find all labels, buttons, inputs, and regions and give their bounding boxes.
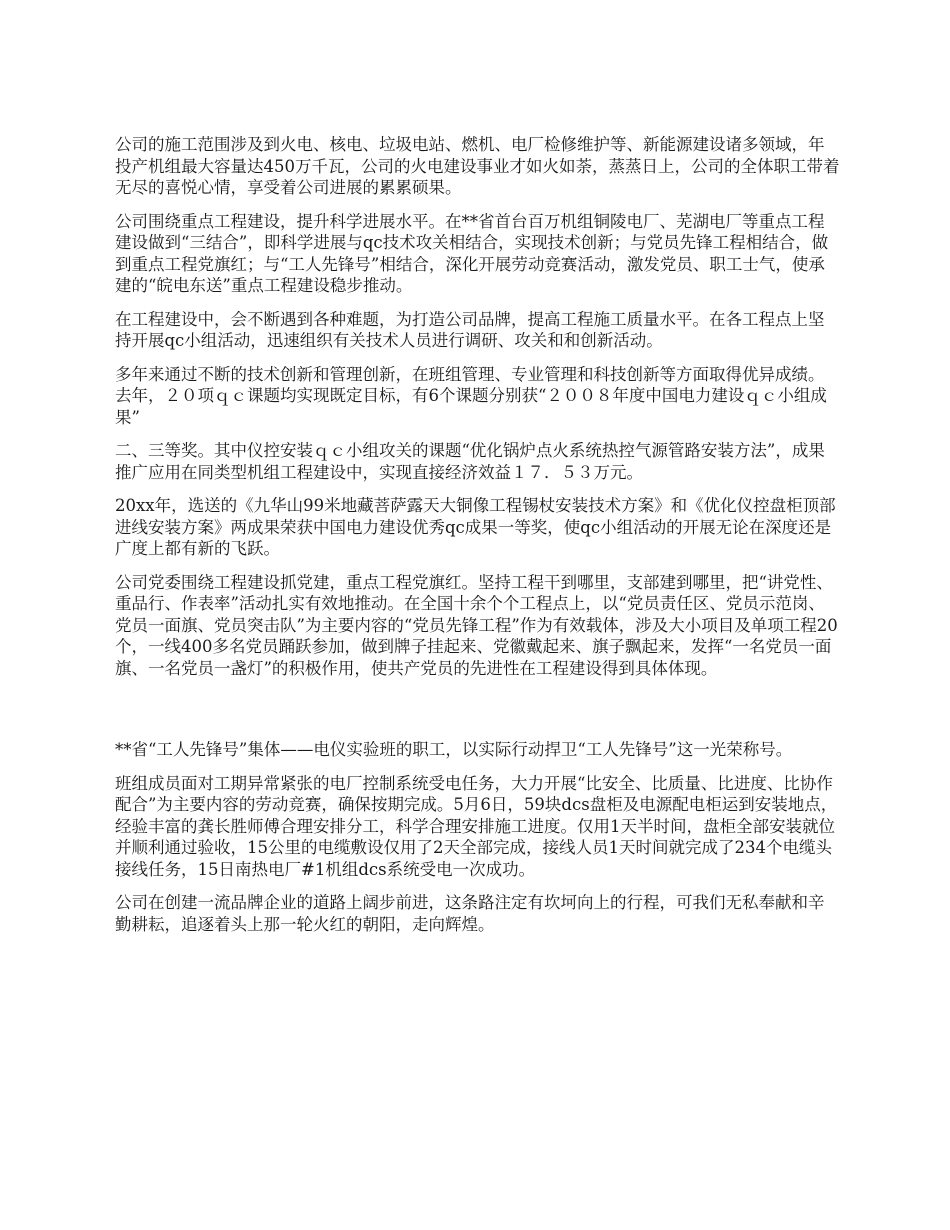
document-page — [115, 134, 840, 947]
paragraph-party-building: 公司党委围绕工程建设抓党建，重点工程党旗红。坚持工程干到哪里，支部建到哪里，把“讲党性、重品行、作表率”活动扎实有效地推动。在全国十余个个工程点上，以“党员责任区、党员示范岗、党员一面旗、党员突击队”为主要内容的“党员先锋工程”作为有效载体，涉及大小项目及单项工程20个，一线400多名党员踊跃参加，做到牌子挂起来、党徽戴起来、旗子飘起来，发挥“一名党员一面旗、一名党员一盏灯”的积极作用，使共产党员的先进性在工程建设得到具体体现。 — [115, 572, 838, 678]
paragraph-qc-activities: 在工程建设中，会不断遇到各种难题，为打造公司品牌，提高工程施工质量水平。在各工程点上坚持开展qc小组活动，迅速组织有关技术人员进行调研、攻关和和创新活动。 — [115, 309, 825, 350]
paragraph-closing: 公司在创建一流品牌企业的道路上阔步前进，这条路注定有坎坷向上的行程，可我们无私奉献和辛勤耕耘，追逐着头上那一轮火红的朝阳，走向辉煌。 — [115, 893, 825, 934]
paragraph-labor-competition: 班组成员面对工期异常紧张的电厂控制系统受电任务，大力开展“比安全、比质量、比进度、比协作配合”为主要内容的劳动竞赛，确保按期完成。5月6日，59块dcs盘柜及电源配电柜运到安装地点，经验丰富的龚长胜师傅合理安排分工，科学合理安排施工进度。仅用1天半时间，盘柜全部安装就位并顺利通过验收，15公里的电缆敷设仅用了2天全部完成，接线人员1天时间就完成了234个电缆头接线任务，15日南热电厂#1机组dcs系统受电一次成功。 — [115, 773, 838, 879]
paragraph-innovation-results: 多年来通过不断的技术创新和管理创新，在班组管理、专业管理和科技创新等方面取得优异成绩。去年，２０项ｑｃ课题均实现既定目标，有6个课题分别获“２００８年度中国电力建设ｑｃ小组成果” — [115, 364, 827, 427]
paragraph-qc-first-prize: 20xx年，选送的《九华山99米地藏菩萨露天大铜像工程锡杖安装技术方案》和《优化仪控盘柜顶部进线安装方案》两成果荣获中国电力建设优秀qc成果一等奖，使qc小组活动的开展无论在深度还是广度上都有新的飞跃。 — [115, 496, 836, 558]
paragraph-pioneer-team: **省“工人先锋号”集体——电仪实验班的职工，以实际行动捍卫“工人先锋号”这一光荣称号。 — [115, 740, 793, 759]
section-spacer — [115, 691, 840, 739]
paragraph-awards: 二、三等奖。其中仪控安装ｑｃ小组攻关的课题“优化锅炉点火系统热控气源管路安装方法”，成果推广应用在同类型机组工程建设中，实现直接经济效益１７．５３万元。 — [115, 441, 825, 482]
paragraph-construction-scope: 公司的施工范围涉及到火电、核电、垃圾电站、燃机、电厂检修维护等、新能源建设诸多领域，年投产机组最大容量达450万千瓦，公司的火电建设事业才如火如荼，蒸蒸日上，公司的全体职工带着无尽的喜悦心情，享受着公司进展的累累硕果。 — [115, 135, 840, 197]
paragraph-key-projects: 公司围绕重点工程建设，提升科学进展水平。在**省首台百万机组铜陵电厂、芜湖电厂等重点工程建设做到“三结合”，即科学进展与qc技术攻关相结合，实现技术创新；与党员先锋工程相结合，做到重点工程党旗红；与“工人先锋号”相结合，深化开展劳动竞赛活动，激发党员、职工士气，使承建的“皖电东送”重点工程建设稳步推动。 — [115, 211, 829, 295]
